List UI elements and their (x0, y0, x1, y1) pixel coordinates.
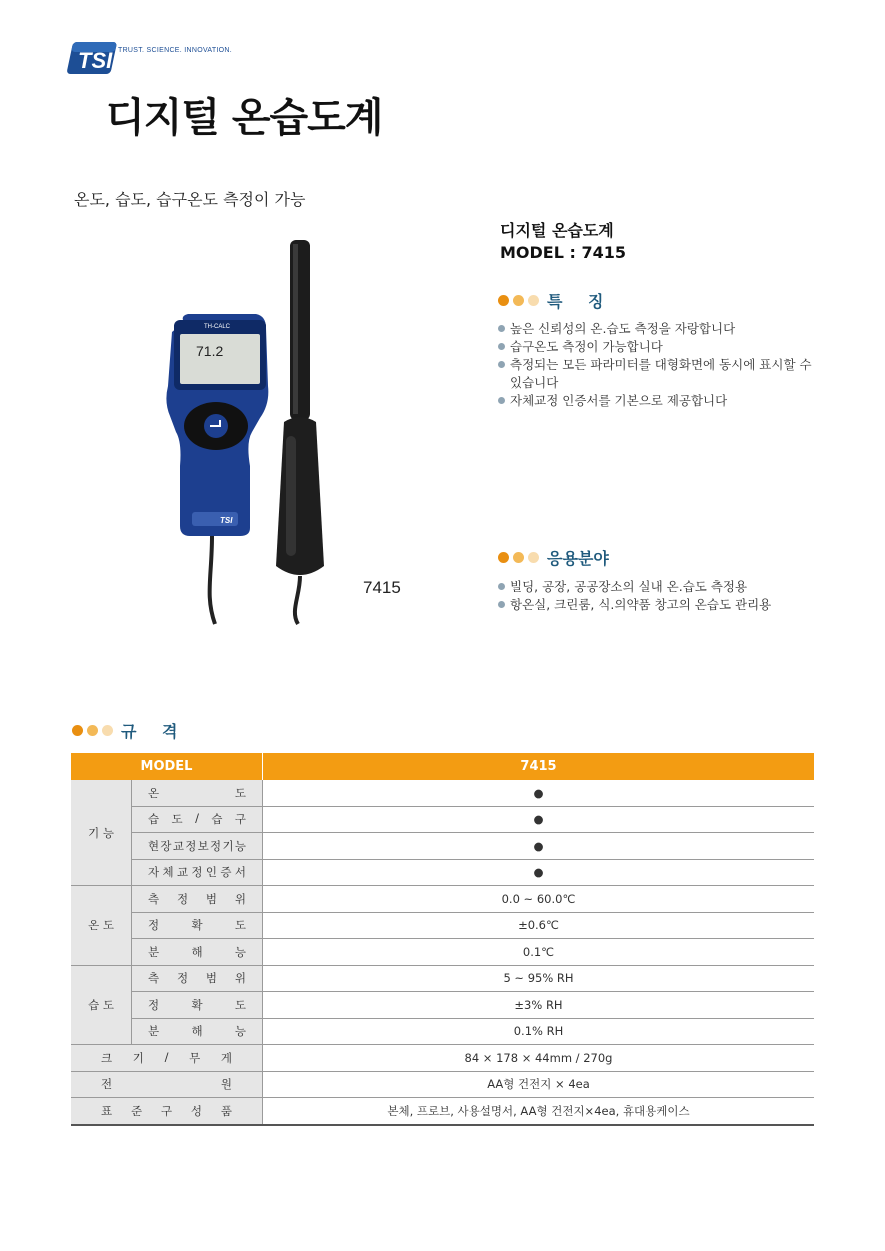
label-char: 크 (101, 1050, 113, 1065)
row-label-text (132, 785, 262, 801)
table-row (71, 806, 814, 833)
list-item: 습구온도 측정이 가능합니다 (498, 338, 818, 356)
applications-title: 응용분야 (547, 549, 609, 568)
label-char: 전 (101, 1077, 113, 1092)
table-row (71, 992, 814, 1019)
logo-tagline: TRUST. SCIENCE. INNOVATION. (118, 47, 233, 54)
label-char: 습 (211, 812, 223, 827)
page-subtitle: 온도, 습도, 습구온도 측정이 가능 (74, 190, 306, 209)
label-char: 측 (148, 891, 160, 906)
table-row (71, 939, 814, 966)
table-row (71, 780, 814, 806)
label-char: 정 (176, 891, 189, 906)
label-char: 게 (220, 1050, 232, 1065)
row-label-text (132, 1023, 262, 1039)
label-char: 구 (160, 1103, 173, 1118)
bullet-dots-icon (498, 295, 539, 306)
label-char: 범 (205, 891, 218, 906)
row-value: ● (263, 806, 815, 833)
label-char: 습 (148, 812, 160, 827)
header-model: MODEL (71, 753, 263, 780)
spec-table (71, 753, 814, 1126)
bullet-dots-icon (498, 552, 539, 563)
label-char: 위 (234, 891, 246, 906)
row-label (132, 886, 263, 913)
row-label (132, 780, 263, 806)
applications-heading (498, 546, 609, 569)
product-caption: 7415 (363, 578, 401, 597)
table-row (71, 859, 814, 886)
page-title: 디지털 온습도계 (106, 95, 383, 141)
row-label (71, 1098, 263, 1125)
bullet-dots-icon (72, 725, 113, 736)
label-char: 분 (148, 944, 160, 959)
label-char: 자 (148, 865, 160, 880)
row-label-text (71, 1103, 262, 1119)
label-char: 도 (234, 918, 246, 933)
label-char: 정 (210, 838, 222, 853)
row-label-text (132, 944, 262, 960)
row-label (71, 1071, 263, 1098)
label-char: 정 (185, 838, 197, 853)
label-char: 성 (190, 1103, 203, 1118)
row-label-text (132, 838, 262, 854)
label-char: 준 (130, 1103, 143, 1118)
row-value: ±0.6℃ (263, 912, 815, 939)
applications-list (498, 578, 818, 614)
tsi-logo (66, 38, 226, 78)
row-label (132, 965, 263, 992)
row-value: 0.1% RH (263, 1018, 815, 1045)
table-row (71, 965, 814, 992)
label-char: 해 (191, 1024, 203, 1039)
row-label-text (71, 1076, 262, 1092)
row-label (132, 939, 263, 966)
label-char: 도 (234, 785, 246, 800)
table-header-row (71, 753, 814, 780)
list-item: 높은 신뢰성의 온.습도 측정을 자랑합니다 (498, 320, 818, 338)
label-char: 체 (162, 865, 174, 880)
features-heading (498, 289, 613, 312)
label-char: 확 (191, 997, 203, 1012)
label-char: 측 (148, 971, 160, 986)
product-name: 디지털 온습도계 (500, 221, 614, 240)
label-char: 장 (160, 838, 172, 853)
row-value: 84 × 178 × 44mm / 270g (263, 1045, 815, 1072)
row-label (132, 1018, 263, 1045)
label-char: 표 (101, 1103, 113, 1118)
row-value: ● (263, 780, 815, 806)
row-label-text (132, 970, 262, 986)
label-char: 원 (220, 1077, 232, 1092)
list-item: 측정되는 모든 파라미터를 대형화면에 동시에 표시할 수 있습니다 (498, 356, 818, 392)
group-label: 습 도 (71, 965, 132, 1045)
list-item: 빌딩, 공장, 공공장소의 실내 온.습도 측정용 (498, 578, 818, 596)
product-image (160, 236, 370, 626)
list-item: 자체교정 인증서를 기본으로 제공합니다 (498, 392, 818, 410)
features-list (498, 320, 818, 410)
label-char: 정 (148, 918, 160, 933)
row-label-text (132, 917, 262, 933)
label-char: 구 (234, 812, 246, 827)
table-row (71, 886, 814, 913)
group-label: 기 능 (71, 780, 132, 886)
device-brand: TSI (220, 516, 233, 525)
label-char: 위 (234, 971, 246, 986)
row-value: ±3% RH (263, 992, 815, 1019)
features-title: 특 징 (547, 292, 614, 311)
label-char: 서 (234, 865, 246, 880)
label-char: 확 (191, 918, 203, 933)
label-char: 정 (176, 971, 189, 986)
label-char: 정 (148, 997, 160, 1012)
row-label-text (132, 811, 262, 827)
device-model-label: TH-CALC (204, 324, 231, 330)
table-row (71, 912, 814, 939)
label-char: 능 (234, 1024, 246, 1039)
label-char: / (195, 811, 199, 826)
table-row (71, 1018, 814, 1045)
row-label-text (132, 891, 262, 907)
label-char: 교 (172, 838, 184, 853)
label-char: 무 (189, 1050, 201, 1065)
label-char: 교 (176, 865, 189, 880)
label-char: 능 (234, 944, 246, 959)
table-row (71, 1045, 814, 1072)
table-row (71, 1098, 814, 1125)
row-value: ● (263, 833, 815, 860)
label-char: 정 (191, 865, 203, 880)
row-label (132, 806, 263, 833)
label-char: 품 (220, 1103, 232, 1118)
spec-title: 규 격 (121, 722, 188, 741)
row-label (132, 912, 263, 939)
product-model: MODEL : 7415 (500, 243, 626, 262)
label-char: 도 (234, 997, 246, 1012)
row-value: 0.1℃ (263, 939, 815, 966)
row-label (132, 992, 263, 1019)
label-char: / (164, 1049, 169, 1064)
label-char: 기 (132, 1050, 144, 1065)
table-row (71, 1071, 814, 1098)
spec-heading (72, 719, 187, 742)
row-value: 5 ~ 95% RH (263, 965, 815, 992)
label-char: 보 (197, 838, 209, 853)
logo-text: TSI (78, 48, 113, 73)
label-char: 온 (148, 785, 160, 800)
label-char: 인 (205, 865, 217, 880)
label-char: 기 (222, 838, 234, 853)
label-char: 능 (234, 838, 246, 853)
table-row (71, 833, 814, 860)
header-value: 7415 (263, 753, 815, 780)
label-char: 증 (220, 865, 232, 880)
row-label (132, 859, 263, 886)
row-value: 본체, 프로브, 사용설명서, AA형 건전지×4ea, 휴대용케이스 (263, 1098, 815, 1125)
label-char: 도 (171, 812, 183, 827)
row-value: AA형 건전지 × 4ea (263, 1071, 815, 1098)
label-char: 분 (148, 1024, 160, 1039)
list-item: 항온실, 크린룸, 식.의약품 창고의 온습도 관리용 (498, 596, 818, 614)
row-label-text (132, 997, 262, 1013)
row-label (71, 1045, 263, 1072)
device-screen-reading: 71.2 (196, 343, 224, 359)
group-label: 온 도 (71, 886, 132, 966)
row-value: 0.0 ~ 60.0℃ (263, 886, 815, 913)
row-label (132, 833, 263, 860)
row-label-text (71, 1050, 262, 1066)
row-value: ● (263, 859, 815, 886)
row-label-text (132, 864, 262, 880)
label-char: 현 (148, 838, 160, 853)
label-char: 해 (191, 944, 203, 959)
label-char: 범 (205, 971, 218, 986)
